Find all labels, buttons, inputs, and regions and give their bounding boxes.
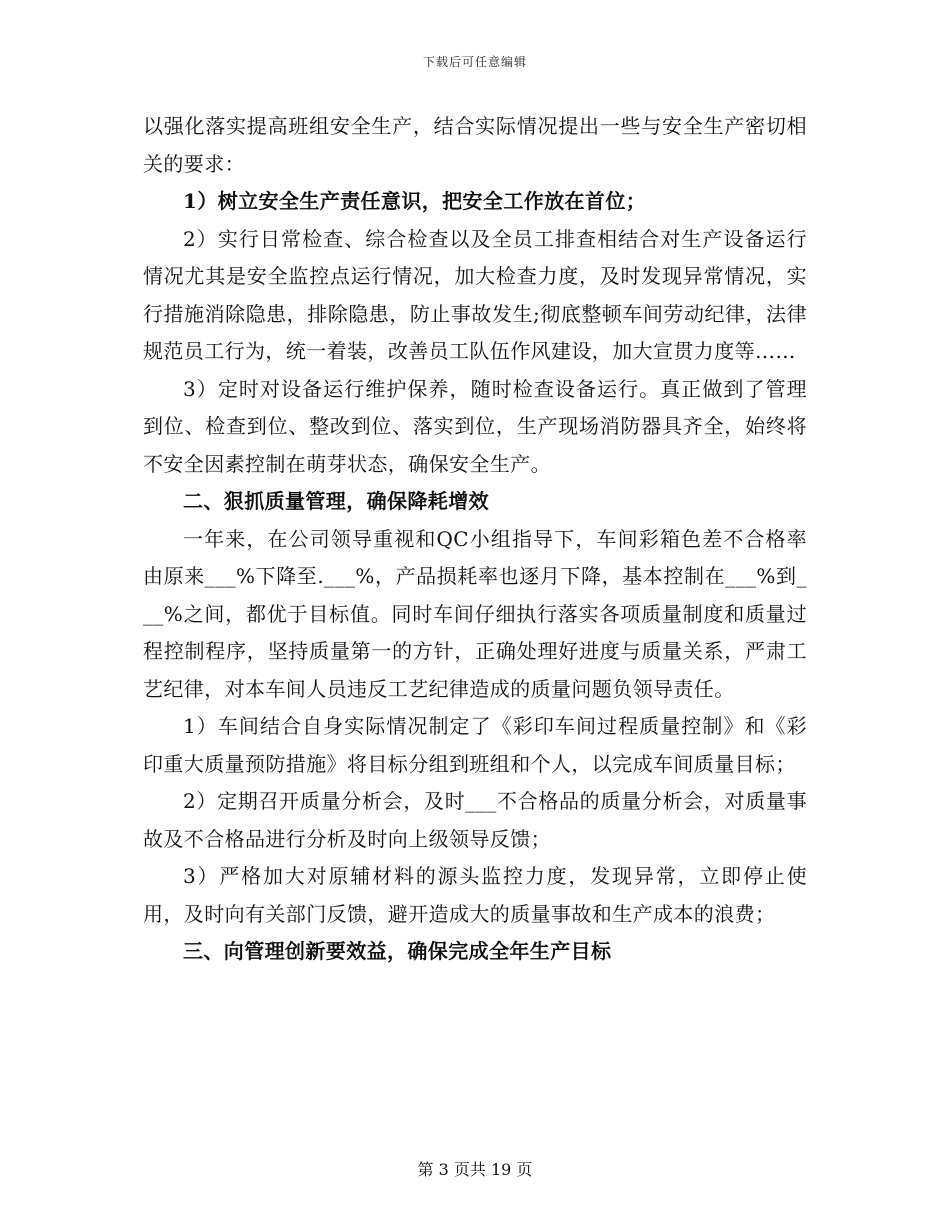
safety-item-2: 2）实行日常检查、综合检查以及全员工排查相结合对生产设备运行情况尤其是安全监控点运行情况，加大检查力度，及时发现异常情况，实行措施消除隐患，排除隐患，防止事故发生;彻底整顿车间劳动纪律，法律规范员工行为，统一着装，改善员工队伍作风建设，加大宣贯力度等……	[143, 226, 807, 363]
quality-item-2: 2）定期召开质量分析会，及时___不合格品的质量分析会，对质量事故及不合格品进行分析及时向上级领导反馈；	[143, 789, 807, 851]
page-number: 第 3 页共 19 页	[417, 1160, 533, 1179]
paragraph-intro: 以强化落实提高班组安全生产，结合实际情况提出一些与安全生产密切相关的要求：	[143, 114, 807, 176]
quality-item-1: 1）车间结合自身实际情况制定了《彩印车间过程质量控制》和《彩印重大质量预防措施》将目标分组到班组和个人，以完成车间质量目标；	[143, 714, 807, 776]
header-note: 下载后可任意编辑	[422, 55, 527, 69]
section-heading-quality: 二、狠抓质量管理，确保降耗增效	[183, 489, 489, 513]
document-body	[143, 108, 807, 971]
safety-item-1: 1）树立安全生产责任意识，把安全工作放在首位；	[183, 189, 647, 213]
quality-item-3: 3）严格加大对原辅材料的源头监控力度，发现异常，立即停止使用，及时向有关部门反馈，避开造成大的质量事故和生产成本的浪费；	[143, 864, 807, 926]
safety-item-3: 3）定时对设备运行维护保养，随时检查设备运行。真正做到了管理到位、检查到位、整改到位、落实到位，生产现场消防器具齐全，始终将不安全因素控制在萌芽状态，确保安全生产。	[143, 376, 807, 476]
paragraph-quality-summary: 一年来，在公司领导重视和QC小组指导下，车间彩箱色差不合格率由原来___%下降至.___%，产品损耗率也逐月下降，基本控制在___%到___%之间，都优于目标值。同时车间仔细执行落实各项质量制度和质量过程控制程序，坚持质量第一的方针，正确处理好进度与质量关系，严肃工艺纪律，对本车间人员违反工艺纪律造成的质量问题负领导责任。	[143, 526, 807, 701]
section-heading-innovation: 三、向管理创新要效益，确保完成全年生产目标	[183, 939, 612, 963]
